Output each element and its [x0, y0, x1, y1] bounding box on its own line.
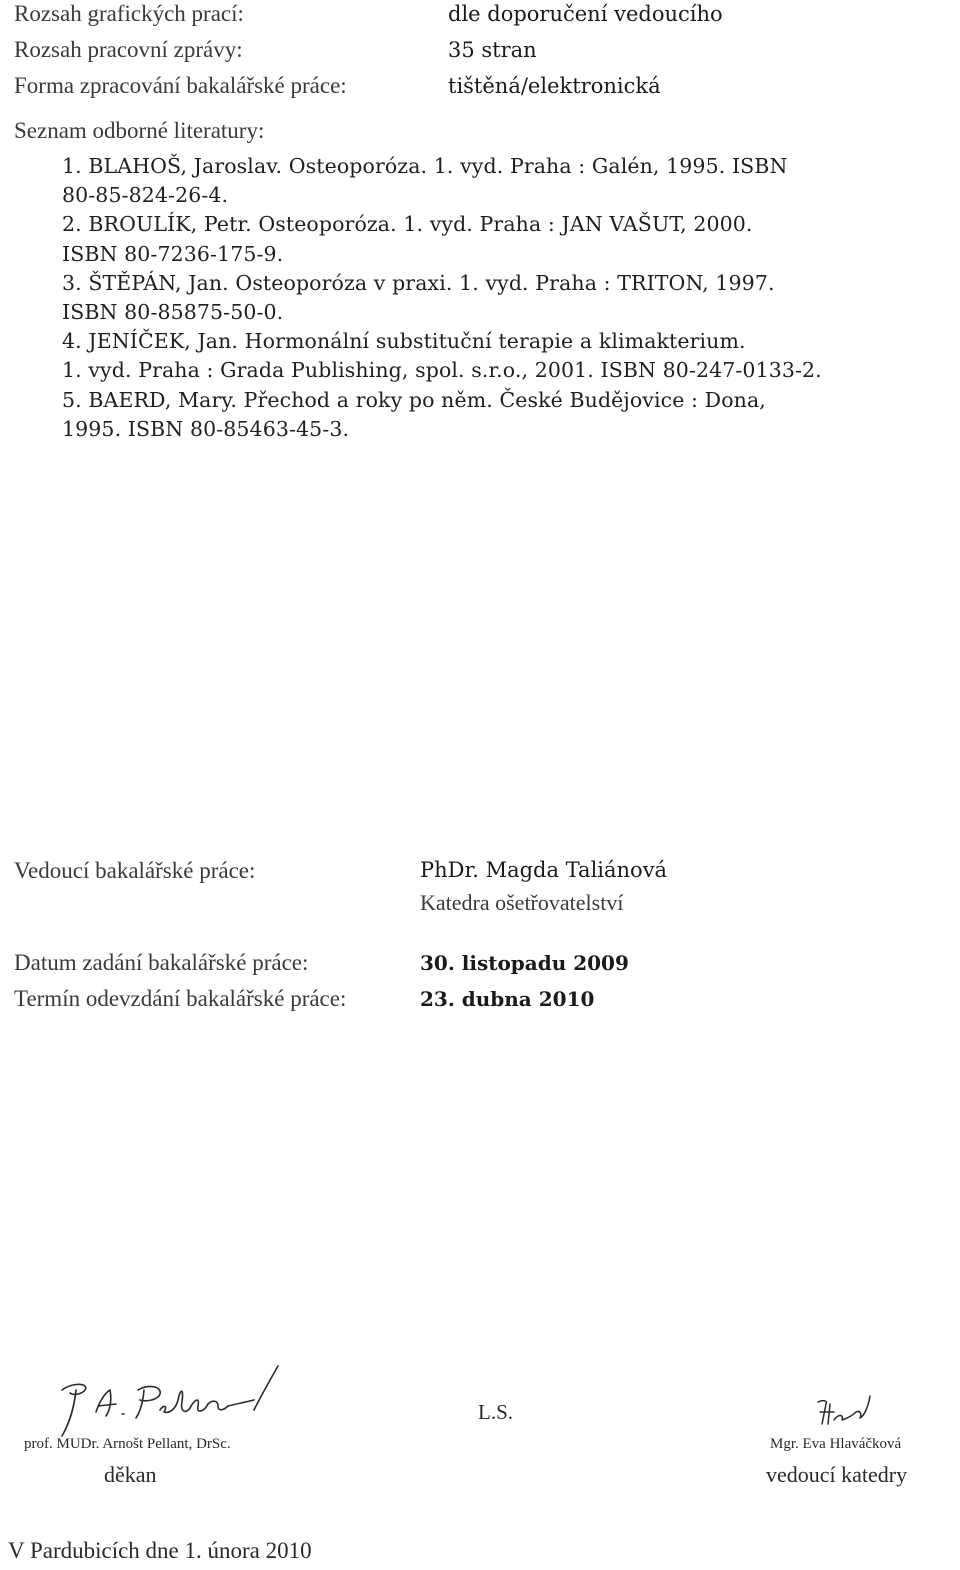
literature-line: 1. vyd. Praha : Grada Publishing, spol. s.r.o., 2001. ISBN 80-247-0133-2. [62, 358, 822, 383]
supervisor-label: Vedoucí bakalářské práce: [14, 858, 256, 883]
literature-item [62, 210, 954, 268]
literature-line: 3. ŠTĚPÁN, Jan. Osteoporóza v praxi. 1. vyd. Praha : TRITON, 1997. [62, 270, 775, 295]
literature-line: 2. BROULÍK, Petr. Osteoporóza. 1. vyd. Praha : JAN VAŠUT, 2000. [62, 212, 753, 237]
meta-label: Rozsah grafických prací: [14, 1, 244, 26]
literature-line: 1. BLAHOŠ, Jaroslav. Osteoporóza. 1. vyd. Praha : Galén, 1995. ISBN [62, 154, 788, 178]
date-assigned-value: 30. listopadu 2009 [420, 951, 629, 975]
literature-item [62, 386, 954, 444]
date-due-value: 23. dubna 2010 [420, 987, 595, 1011]
literature-item [62, 327, 954, 385]
literature-list [62, 152, 954, 444]
dean-name: prof. MUDr. Arnošt Pellant, DrSc. [24, 1436, 231, 1452]
literature-line: ISBN 80-7236-175-9. [62, 241, 284, 266]
dean-signature [40, 1360, 340, 1440]
meta-label: Forma zpracování bakalářské práce: [14, 73, 347, 98]
literature-line: 4. JENÍČEK, Jan. Hormonální substituční terapie a klimakterium. [62, 329, 746, 354]
date-assigned-label: Datum zadání bakalářské práce: [14, 950, 309, 975]
head-signature [808, 1390, 878, 1430]
literature-heading: Seznam odborné literatury: [14, 118, 265, 143]
literature-line: 1995. ISBN 80-85463-45-3. [62, 416, 350, 441]
date-due-label: Termín odevzdání bakalářské práce: [14, 986, 347, 1011]
literature-item [62, 152, 954, 210]
supervisor-department: Katedra ošetřovatelství [420, 890, 624, 915]
literature-line: 5. BAERD, Mary. Přechod a roky po něm. České Budějovice : Dona, [62, 387, 766, 412]
head-role: vedoucí katedry [766, 1462, 908, 1487]
dean-role: děkan [104, 1462, 157, 1487]
meta-value: tištěná/elektronická [448, 74, 661, 98]
meta-label: Rozsah pracovní zprávy: [14, 37, 243, 62]
meta-value: dle doporučení vedoucího [448, 2, 723, 26]
supervisor-name: PhDr. Magda Taliánová [420, 858, 668, 882]
head-name: Mgr. Eva Hlaváčková [770, 1436, 902, 1452]
meta-value: 35 stran [448, 38, 537, 62]
literature-item [62, 269, 954, 327]
literature-line: ISBN 80-85875-50-0. [62, 300, 284, 325]
literature-line: 80-85-824-26-4. [62, 183, 229, 208]
seal-mark: L.S. [478, 1400, 514, 1424]
place-date: V Pardubicích dne 1. února 2010 [8, 1538, 312, 1563]
